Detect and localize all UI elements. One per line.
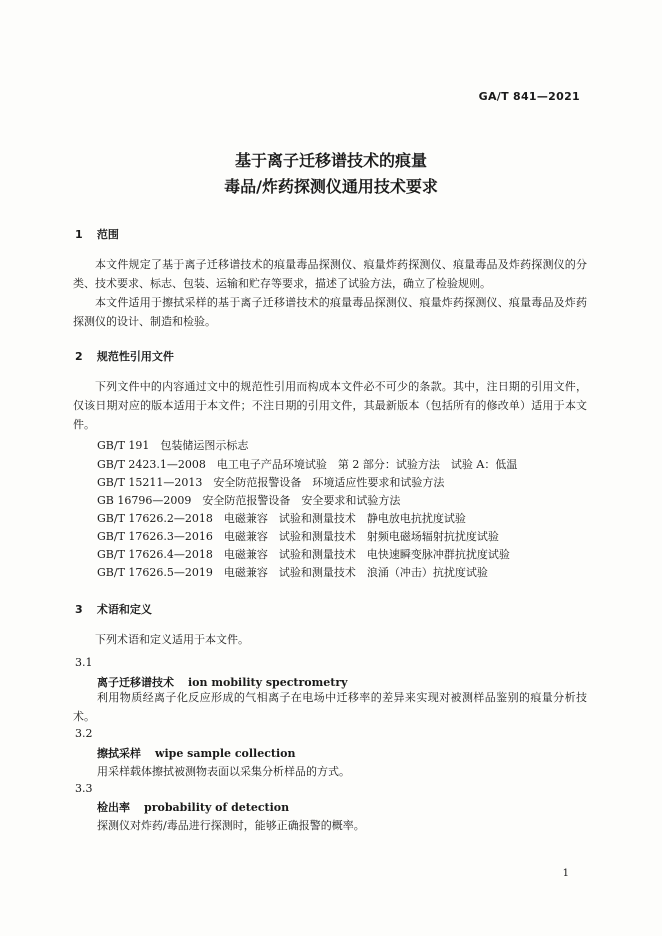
- document-title: [0, 148, 662, 200]
- scope-paragraph-1: 本文件规定了基于离子迁移谱技术的痕量毒品探测仪、痕量炸药探测仪、痕量毒品及炸药探测仪的分类、技术要求、标志、包装、运输和贮存等要求，描述了试验方法，确立了检验规则。: [73, 258, 587, 290]
- reference-item: GB/T 17626.2—2018 电磁兼容 试验和测量技术 静电放电抗扰度试验: [97, 512, 466, 525]
- reference-item: GB/T 17626.4—2018 电磁兼容 试验和测量技术 电快速瞬变脉冲群抗扰度试验: [97, 548, 510, 561]
- page-number: 1: [562, 868, 569, 879]
- reference-item: GB/T 17626.3—2016 电磁兼容 试验和测量技术 射频电磁场辐射抗扰度试验: [97, 530, 499, 543]
- term-entry: [97, 799, 289, 815]
- section-number: 2: [75, 350, 83, 363]
- term-chinese: 离子迁移谱技术: [97, 676, 174, 689]
- term-definition: 用采样载体擦拭被测物表面以采集分析样品的方式。: [97, 765, 350, 778]
- term-english: wipe sample collection: [155, 747, 296, 760]
- title-line-2: 毒品/炸药探测仪通用技术要求: [224, 177, 438, 196]
- title-line-1: 基于离子迁移谱技术的痕量: [234, 151, 427, 170]
- reference-item: GB/T 2423.1—2008 电工电子产品环境试验 第 2 部分：试验方法 试验 A：低温: [97, 458, 518, 471]
- reference-item: GB/T 191 包装储运图示标志: [97, 439, 249, 452]
- term-english: ion mobility spectrometry: [188, 676, 348, 689]
- normative-intro: 下列文件中的内容通过文中的规范性引用而构成本文件必不可少的条款。其中，注日期的引用文件，仅该日期对应的版本适用于本文件；不注日期的引用文件，其最新版本（包括所有的修改单）适用于本文件。: [73, 380, 587, 431]
- section-number: 1: [75, 228, 83, 241]
- term-entry: [97, 745, 296, 761]
- term-number: 3.3: [75, 782, 93, 795]
- section-title: 术语和定义: [96, 603, 152, 616]
- section-title: 范围: [96, 228, 119, 241]
- standard-number: GA/T 841—2021: [478, 90, 580, 103]
- terms-intro: 下列术语和定义适用于本文件。: [95, 633, 249, 646]
- term-number: 3.1: [75, 656, 93, 669]
- term-number: 3.2: [75, 727, 93, 740]
- term-english: probability of detection: [144, 801, 290, 814]
- scope-paragraph-2: 本文件适用于擦拭采样的基于离子迁移谱技术的痕量毒品探测仪、痕量炸药探测仪、痕量毒品及炸药探测仪的设计、制造和检验。: [73, 296, 587, 328]
- section-1-heading: [75, 226, 119, 242]
- section-3-heading: [75, 601, 152, 617]
- section-number: 3: [75, 603, 83, 616]
- term-chinese: 擦拭采样: [97, 747, 141, 760]
- reference-item: GB/T 17626.5—2019 电磁兼容 试验和测量技术 浪涌（冲击）抗扰度试验: [97, 566, 488, 579]
- term-definition: 利用物质经离子化反应形成的气相离子在电场中迁移率的差异来实现对被测样品鉴别的痕量分析技术。: [73, 691, 587, 723]
- reference-item: GB/T 15211—2013 安全防范报警设备 环境适应性要求和试验方法: [97, 476, 445, 489]
- reference-item: GB 16796—2009 安全防范报警设备 安全要求和试验方法: [97, 494, 401, 507]
- section-2-heading: [75, 348, 174, 364]
- section-title: 规范性引用文件: [96, 350, 174, 363]
- term-definition: 探测仪对炸药/毒品进行探测时，能够正确报警的概率。: [97, 819, 365, 832]
- term-chinese: 检出率: [97, 801, 130, 814]
